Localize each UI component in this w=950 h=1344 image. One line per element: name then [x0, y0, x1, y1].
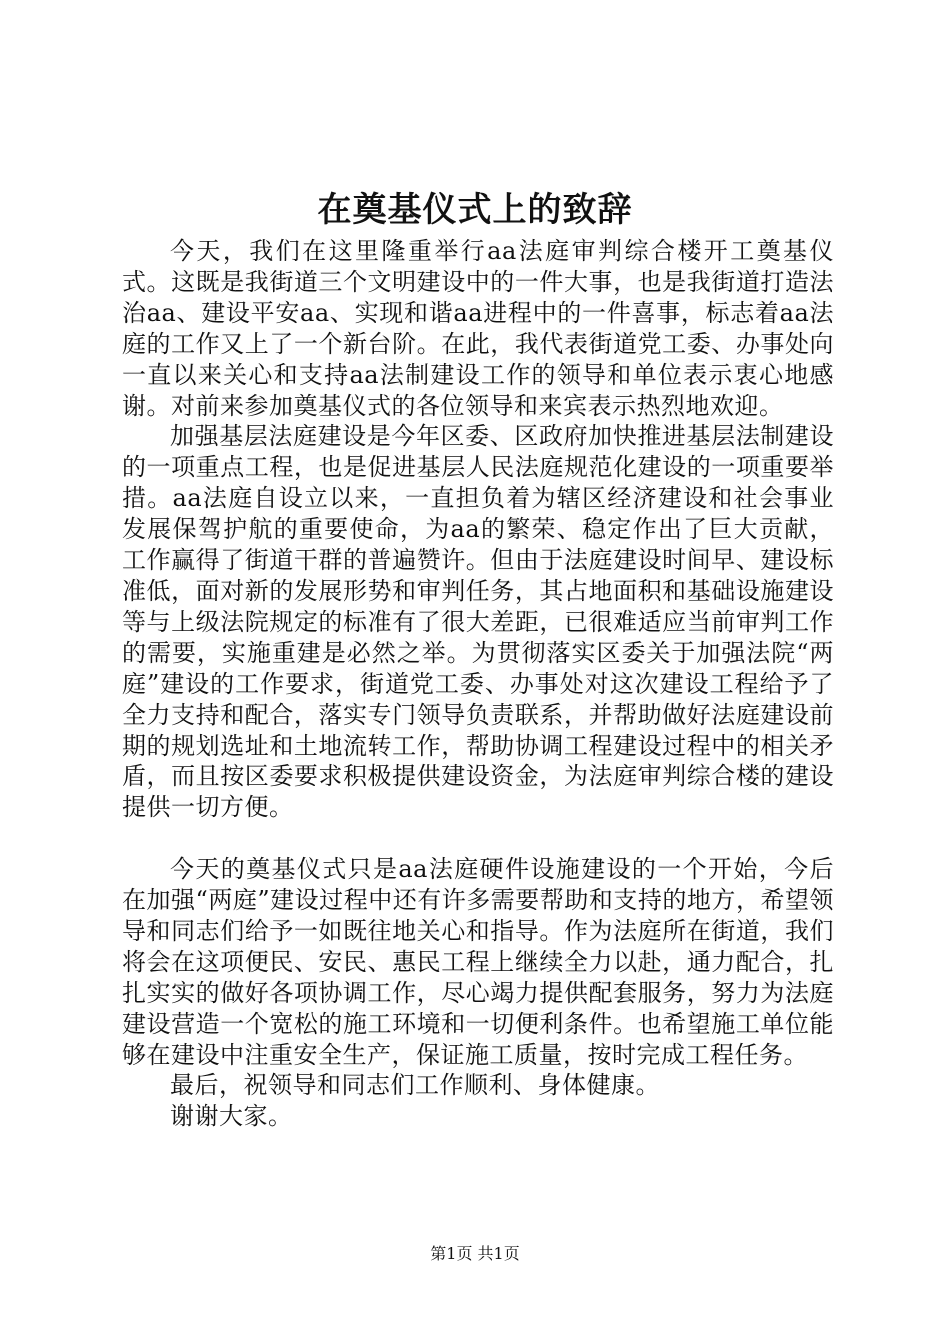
paragraph-future-support: 今天的奠基仪式只是aa法庭硬件设施建设的一个开始，今后在加强“两庭”建设过程中还有许多需要帮助和支持的地方，希望领导和同志们给予一如既往地关心和指导。作为法庭所在街道，我们将会在这项便民、安民、惠民工程上继续全力以赴，通力配合，扎扎实实的做好各项协调工作，尽心竭力提供配套服务，努力为法庭建设营造一个宽松的施工环境和一切便利条件。也希望施工单位能够在建设中注重安全生产，保证施工质量，按时完成工程任务。	[122, 855, 834, 1069]
document-body	[122, 236, 834, 1132]
page-footer: 第1页 共1页	[430, 1244, 520, 1263]
paragraph-closing-wish: 最后，祝领导和同志们工作顺利、身体健康。	[170, 1071, 660, 1100]
paragraph-opening: 今天，我们在这里隆重举行aa法庭审判综合楼开工奠基仪式。这既是我街道三个文明建设中的一件大事，也是我街道打造法治aa、建设平安aa、实现和谐aa进程中的一件喜事，标志着aa法庭的工作又上了一个新台阶。在此，我代表街道党工委、办事处向一直以来关心和支持aa法制建设工作的领导和单位表示衷心地感谢。对前来参加奠基仪式的各位领导和来宾表示热烈地欢迎。	[122, 237, 834, 420]
paragraph-thanks: 谢谢大家。	[170, 1102, 293, 1131]
document-title: 在奠基仪式上的致辞	[317, 190, 633, 230]
paragraph-court-construction: 加强基层法庭建设是今年区委、区政府加快推进基层法制建设的一项重点工程，也是促进基层人民法庭规范化建设的一项重要举措。aa法庭自设立以来，一直担负着为辖区经济建设和社会事业发展保驾护航的重要使命，为aa的繁荣、稳定作出了巨大贡献，工作赢得了街道干群的普遍赞许。但由于法庭建设时间早、建设标准低，面对新的发展形势和审判任务，其占地面积和基础设施建设等与上级法院规定的标准有了很大差距，已很难适应当前审判工作的需要，实施重建是必然之举。为贯彻落实区委关于加强法院“两庭”建设的工作要求，街道党工委、办事处对这次建设工程给予了全力支持和配合，落实专门领导负责联系，并帮助做好法庭建设前期的规划选址和土地流转工作，帮助协调工程建设过程中的相关矛盾，而且按区委要求积极提供建设资金，为法庭审判综合楼的建设提供一切方便。	[122, 422, 834, 822]
